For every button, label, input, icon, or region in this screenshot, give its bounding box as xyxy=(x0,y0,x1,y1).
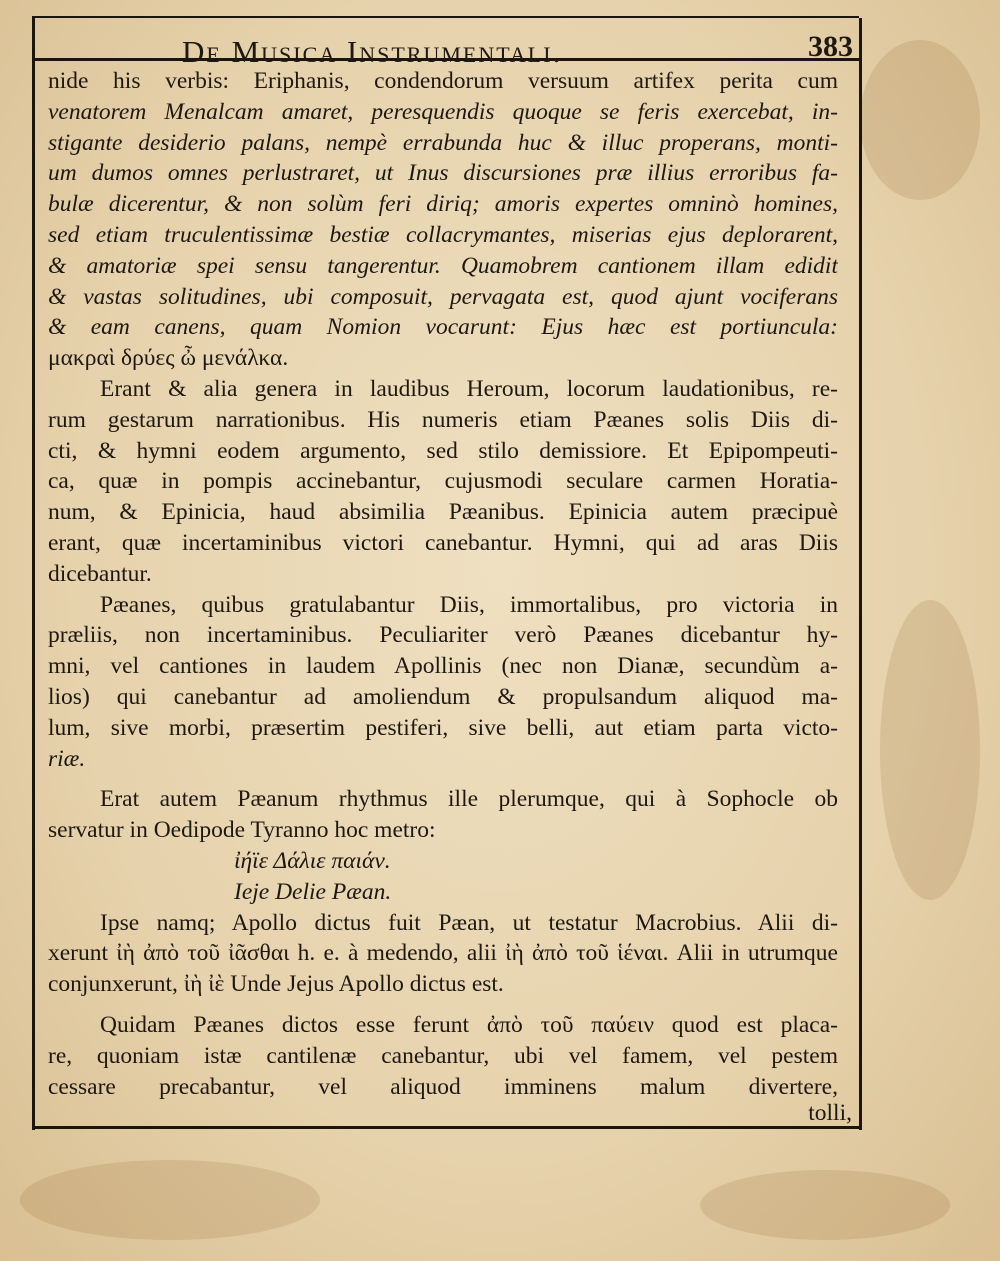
text-line: re, quoniam istæ cantilenæ canebantur, ubi vel famem, vel pestem xyxy=(48,1042,838,1069)
text-line: cti, & hymni eodem argumento, sed stilo demissiore. Et Epipompeuti- xyxy=(48,437,838,464)
greek-quote: μακραὶ δρύες ὦ μενάλκα. xyxy=(48,345,289,372)
text-line: nide his verbis: Eriphanis, condendorum versuum artifex perita cum xyxy=(48,68,838,94)
paragraph-start: Ipse namq; Apollo dictus fuit Pæan, ut testatur Macrobius. Alii di- xyxy=(100,909,838,936)
text-line: præliis, non incertaminibus. Peculiariter verò Pæanes dicebantur hy- xyxy=(48,622,838,649)
paper-stain xyxy=(700,1170,950,1240)
text-line: dicebantur. xyxy=(48,560,152,587)
text-line: & eam canens, quam Nomion vocarunt: Ejus hæc est portiuncula: xyxy=(48,314,838,341)
text-line: cessare precabantur, vel aliquod imminens malum divertere, xyxy=(48,1073,838,1100)
text-line: & vastas solitudines, ubi composuit, pervagata est, quod ajunt vociferans xyxy=(48,283,838,310)
text-line: riæ. xyxy=(48,745,86,772)
running-head: De Musica Instrumentali. xyxy=(182,34,563,69)
body-text xyxy=(48,66,838,1102)
paragraph-start: Pæanes, quibus gratulabantur Diis, immortalibus, pro victoria in xyxy=(100,591,838,618)
text-line: xerunt ἰὴ ἀπὸ τοῦ ἰᾶσθαι h. e. à medendo, alii ἰὴ ἀπὸ τοῦ ἱέναι. Alii in utrumque xyxy=(48,940,838,967)
text-line: servatur in Oedipode Tyranno hoc metro: xyxy=(48,817,436,844)
text-line: venatorem Menalcam amaret, peresquendis quoque se feris exercebat, in- xyxy=(48,98,838,125)
text-line: lios) qui canebantur ad amoliendum & propulsandum aliquod ma- xyxy=(48,683,838,710)
paragraph-start: Quidam Pæanes dictos esse ferunt ἀπὸ τοῦ παύειν quod est placa- xyxy=(100,1011,838,1038)
text-line: mni, vel cantiones in laudem Apollinis (nec non Dianæ, secundùm a- xyxy=(48,653,838,680)
text-line: stigante desiderio palans, nempè errabunda huc & illuc properans, monti- xyxy=(48,129,838,156)
text-line: conjunxerunt, ἰὴ ἰὲ Unde Jejus Apollo dictus est. xyxy=(48,971,504,998)
paragraph-gap xyxy=(48,774,838,784)
paragraph-start: Erant & alia genera in laudibus Heroum, locorum laudationibus, re- xyxy=(100,375,838,402)
catchword: tolli, xyxy=(808,1100,852,1126)
paragraph-gap xyxy=(48,1000,838,1010)
paragraph-start: Erat autem Pæanum rhythmus ille plerumque, qui à Sophocle ob xyxy=(100,786,838,813)
text-line: lum, sive morbi, præsertim pestiferi, sive belli, aut etiam parta victo- xyxy=(48,714,838,741)
paper-stain xyxy=(20,1160,320,1240)
text-line: um dumos omnes perlustraret, ut Inus discursiones præ illius erroribus fa- xyxy=(48,160,838,187)
text-line: sed etiam truculentissimæ bestiæ collacrymantes, miserias ejus deplorarent, xyxy=(48,221,838,248)
text-line: num, & Epinicia, haud absimilia Pæanibus. Epinicia autem præcipuè xyxy=(48,499,838,526)
paper-stain xyxy=(860,40,980,200)
latin-verse: Ieje Delie Pæan. xyxy=(234,878,392,905)
text-line: & amatoriæ spei sensu tangerentur. Quamobrem cantionem illam edidit xyxy=(48,252,838,279)
page-number: 383 xyxy=(808,30,853,63)
text-line: ca, quæ in pompis accinebantur, cujusmodi seculare carmen Horatia- xyxy=(48,468,838,495)
text-line: erant, quæ incertaminibus victori canebantur. Hymni, qui ad aras Diis xyxy=(48,529,838,556)
text-line: rum gestarum narrationibus. His numeris etiam Pæanes solis Diis di- xyxy=(48,406,838,433)
text-line: bulæ dicerentur, & non solùm feri diriq; amoris expertes omninò homines, xyxy=(48,191,838,218)
header xyxy=(32,16,859,69)
paper-stain xyxy=(880,600,980,900)
bottom-rule xyxy=(32,1126,859,1129)
greek-verse: ἰήϊε Δάλιε παιάν. xyxy=(234,847,391,874)
